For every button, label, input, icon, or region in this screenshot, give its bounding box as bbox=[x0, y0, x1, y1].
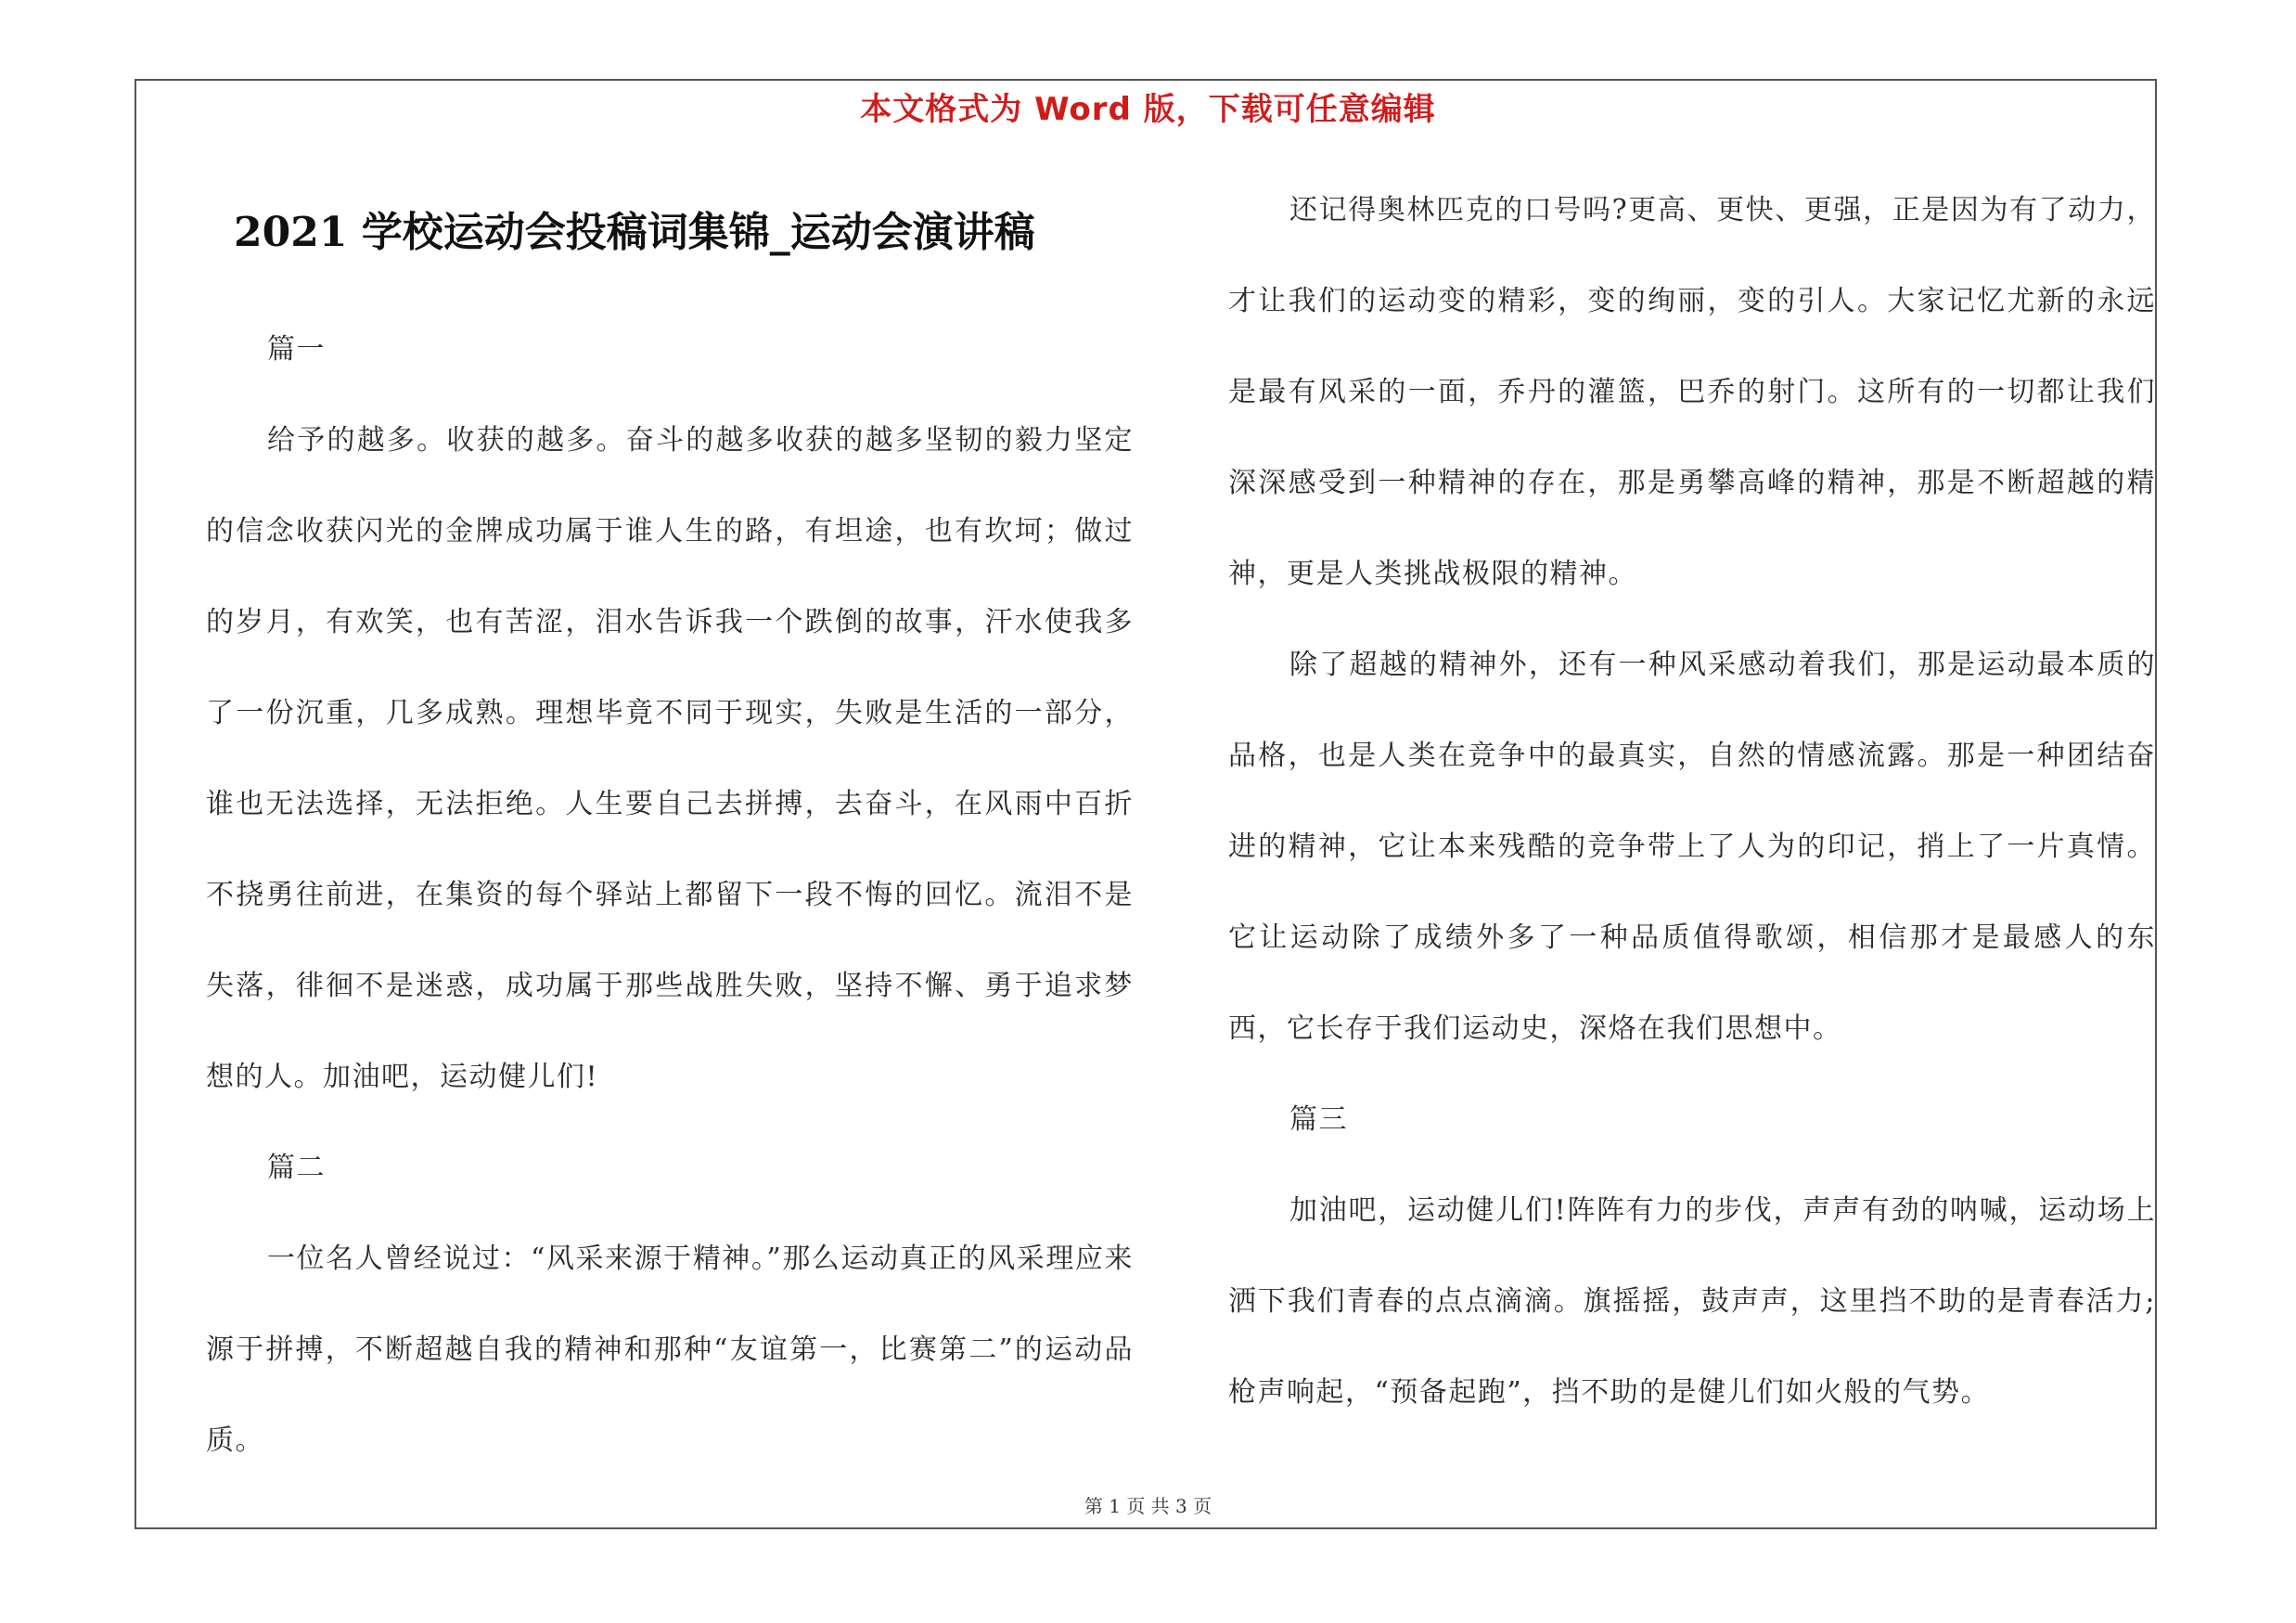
paragraph-2: 一位名人曾经说过：“风采来源于精神。”那么运动真正的风采理应来源于拼搏，不断超越自我的精神和那种“友谊第一，比赛第二”的运动品质。 bbox=[206, 1243, 1134, 1457]
right-column bbox=[1228, 165, 2156, 1438]
paragraph-4: 除了超越的精神外，还有一种风采感动着我们，那是运动最本质的品格，也是人类在竞争中的最真实，自然的情感流露。那是一种团结奋进的精神，它让本来残酷的竞争带上了人为的印记，捎上了一片真情。它让运动除了成绩外多了一种品质值得歌颂，相信那才是最感人的东西，它长存于我们运动史，深烙在我们思想中。 bbox=[1228, 649, 2156, 1045]
paragraph-1: 给予的越多。收获的越多。奋斗的越多收获的越多坚韧的毅力坚定的信念收获闪光的金牌成功属于谁人生的路，有坦途，也有坎坷；做过的岁月，有欢笑，也有苦涩，泪水告诉我一个跌倒的故事，汗水使我多了一份沉重，几多成熟。理想毕竟不同于现实，失败是生活的一部分，谁也无法选择，无法拒绝。人生要自己去拼搏，去奋斗，在风雨中百折不挠勇往前进，在集资的每个驿站上都留下一段不悔的回忆。流泪不是失落，徘徊不是迷惑，成功属于那些战胜失败，坚持不懈、勇于追求梦想的人。加油吧，运动健儿们! bbox=[206, 424, 1134, 1093]
format-banner: 本文格式为 Word 版，下载可任意编辑 bbox=[860, 91, 1436, 128]
paragraph-5: 加油吧，运动健儿们!阵阵有力的步伐，声声有劲的呐喊，运动场上洒下我们青春的点点滴滴。旗摇摇，鼓声声，这里挡不助的是青春活力;枪声响起，“预备起跑”，挡不助的是健儿们如火般的气势。 bbox=[1228, 1194, 2156, 1409]
document-title: 2021 学校运动会投稿词集锦_运动会演讲稿 bbox=[234, 209, 1035, 256]
section-heading-1: 篇一 bbox=[267, 333, 326, 366]
left-column bbox=[206, 304, 1134, 1487]
section-heading-3: 篇三 bbox=[1289, 1103, 1348, 1136]
section-heading-2: 篇二 bbox=[267, 1152, 326, 1184]
page-number: 第 1 页 共 3 页 bbox=[1084, 1495, 1212, 1517]
paragraph-3: 还记得奥林匹克的口号吗?更高、更快、更强，正是因为有了动力，才让我们的运动变的精彩，变的绚丽，变的引人。大家记忆尤新的永远是最有风采的一面，乔丹的灌篮，巴乔的射门。这所有的一切都让我们深深感受到一种精神的存在，那是勇攀高峰的精神，那是不断超越的精神，更是人类挑战极限的精神。 bbox=[1228, 194, 2156, 590]
